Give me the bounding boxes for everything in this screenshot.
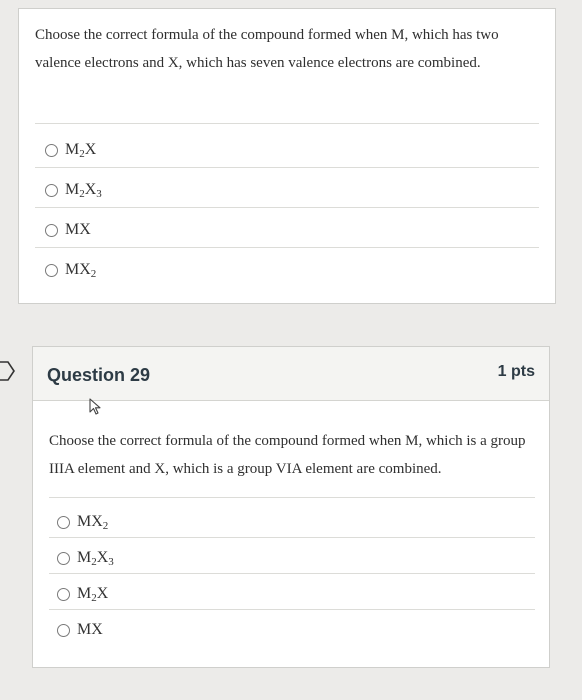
answer-option-4[interactable] [57, 621, 103, 639]
divider [49, 537, 535, 538]
question-text: Choose the correct formula of the compound formed when M, which has two valence electrons and X, which has seven valence electrons are combined. [35, 27, 499, 71]
radio-unselected-icon[interactable] [57, 552, 70, 565]
answer-option-3[interactable] [57, 585, 108, 604]
mouse-cursor-icon [88, 398, 104, 416]
option-label: $M_2X_3$ [77, 549, 114, 568]
option-label: MX [65, 221, 91, 238]
divider [35, 123, 539, 124]
radio-unselected-icon[interactable] [57, 624, 70, 637]
option-label: $MX_2$ [65, 261, 97, 280]
divider [49, 573, 535, 574]
radio-unselected-icon[interactable] [57, 588, 70, 601]
divider [49, 609, 535, 610]
option-label: $M_2X$ [65, 141, 97, 160]
question-text: Choose the correct formula of the compound formed when M, which is a group IIIA element and X, which is a group VIA element are combined. [49, 433, 526, 477]
radio-unselected-icon[interactable] [45, 264, 58, 277]
option-label: $MX_2$ [77, 513, 109, 532]
question-card-previous [18, 8, 556, 304]
question-flag-icon[interactable] [0, 360, 18, 382]
radio-unselected-icon[interactable] [57, 516, 70, 529]
answer-option-1[interactable] [57, 513, 108, 532]
question-points: 1 pts [497, 363, 535, 380]
radio-unselected-icon[interactable] [45, 224, 58, 237]
question-header [33, 347, 549, 401]
divider [35, 247, 539, 248]
divider [49, 497, 535, 498]
option-label: $M_2X$ [77, 585, 109, 604]
divider [35, 167, 539, 168]
answer-option-2[interactable] [45, 181, 102, 200]
option-label: $M_2X_3$ [65, 181, 102, 200]
answer-option-3[interactable] [45, 221, 91, 239]
answer-option-1[interactable] [45, 141, 96, 160]
question-title: Question 29 [47, 365, 151, 385]
option-label: MX [77, 621, 103, 638]
divider [35, 207, 539, 208]
radio-unselected-icon[interactable] [45, 184, 58, 197]
radio-unselected-icon[interactable] [45, 144, 58, 157]
question-card-29 [32, 346, 550, 668]
answer-option-4[interactable] [45, 261, 96, 280]
answer-option-2[interactable] [57, 549, 114, 568]
